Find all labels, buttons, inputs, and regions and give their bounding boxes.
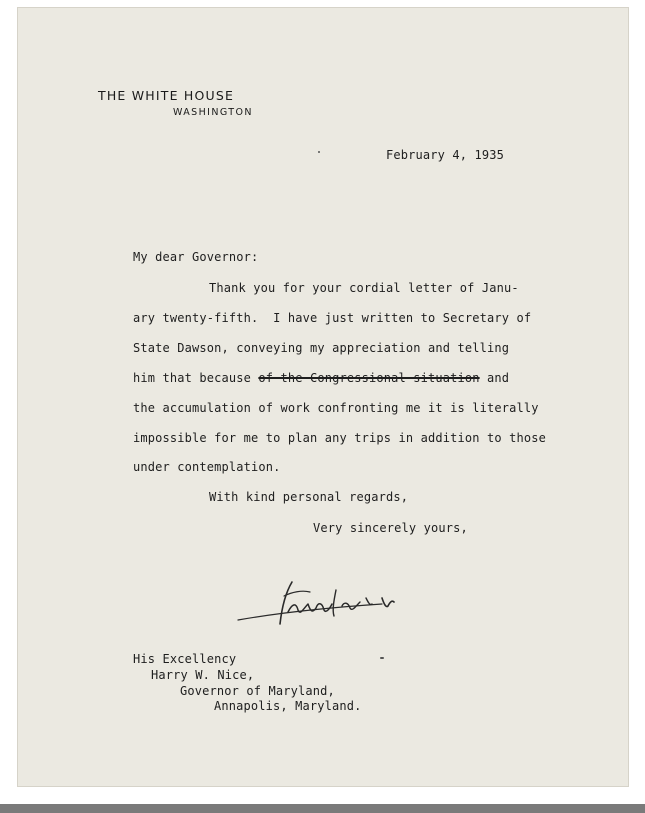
letter-paper	[18, 8, 628, 786]
address-line-4: Annapolis, Maryland.	[214, 699, 362, 713]
letterhead-city: WASHINGTON	[173, 107, 253, 118]
closing-signoff: Very sincerely yours,	[313, 521, 468, 535]
closing-regards: With kind personal regards,	[209, 490, 409, 504]
letterhead-org: THE WHITE HOUSE	[98, 88, 235, 103]
address-line-2: Harry W. Nice,	[151, 668, 255, 682]
salutation: My dear Governor:	[133, 250, 259, 264]
body-line-6: impossible for me to plan any trips in addition to those	[133, 431, 546, 445]
letter-date: February 4, 1935	[386, 148, 504, 162]
address-line-3: Governor of Maryland,	[180, 684, 335, 698]
paper-speck	[380, 657, 384, 659]
body-line-2: ary twenty-fifth. I have just written to Secretary of	[133, 311, 532, 325]
body-line-4	[133, 371, 509, 385]
struck-text: of the Congressional situation	[258, 371, 480, 385]
paper-speck	[318, 151, 320, 153]
body-line-1: Thank you for your cordial letter of Janu-	[209, 281, 519, 295]
body-line-7: under contemplation.	[133, 460, 281, 474]
body-line-5: the accumulation of work confronting me it is literally	[133, 401, 539, 415]
bottom-border	[0, 804, 645, 813]
body-line-4-post: and	[479, 371, 510, 385]
address-line-1: His Excellency	[133, 652, 237, 666]
body-line-3: State Dawson, conveying my appreciation and telling	[133, 341, 510, 355]
signature-image	[232, 568, 412, 638]
body-line-4-pre: him that because	[133, 371, 259, 385]
